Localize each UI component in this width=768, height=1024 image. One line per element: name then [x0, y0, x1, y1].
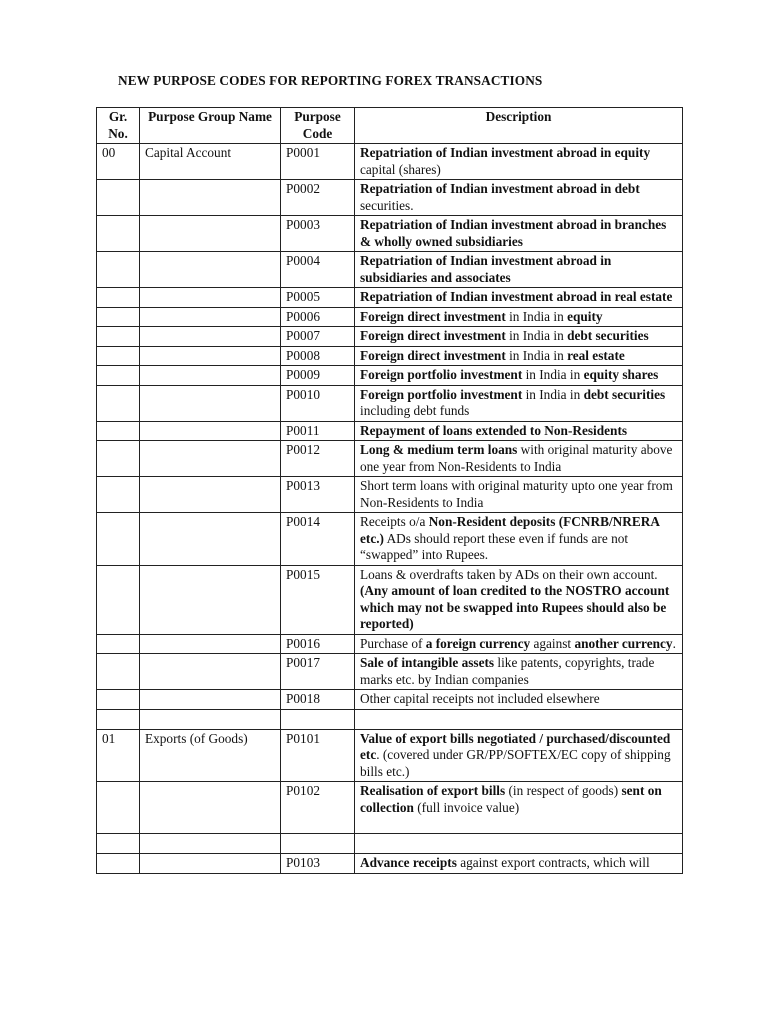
group-number-cell	[97, 441, 140, 477]
purpose-code-cell: P0102	[281, 782, 355, 834]
group-name-cell	[140, 634, 281, 654]
page-title: NEW PURPOSE CODES FOR REPORTING FOREX TRANSACTIONS	[118, 73, 543, 88]
group-name-cell	[140, 307, 281, 327]
empty-cell	[140, 834, 281, 854]
purpose-code-cell: P0002	[281, 180, 355, 216]
description-text: Repayment of loans extended to Non-Residents	[360, 422, 628, 438]
header-description: Description	[355, 108, 683, 144]
description-cell	[355, 216, 683, 252]
description-text: in India in	[505, 308, 568, 324]
description-cell	[355, 366, 683, 386]
table-row	[97, 477, 683, 513]
purpose-code-cell: P0001	[281, 144, 355, 180]
description-text: in India in	[505, 347, 568, 363]
table-row	[97, 513, 683, 566]
purpose-code-cell: P0013	[281, 477, 355, 513]
description-text: securities.	[360, 197, 414, 213]
table-row	[97, 216, 683, 252]
description-text: like patents, copyrights, trade marks etc. by Indian companies	[360, 655, 655, 687]
group-number-cell	[97, 634, 140, 654]
header-purpose-code: Purpose Code	[281, 108, 355, 144]
table-row	[97, 180, 683, 216]
table-row	[97, 441, 683, 477]
group-number-cell	[97, 307, 140, 327]
empty-cell	[281, 709, 355, 729]
purpose-codes-table	[96, 107, 683, 874]
empty-cell	[355, 709, 683, 729]
table-row	[97, 634, 683, 654]
purpose-code-cell: P0003	[281, 216, 355, 252]
description-cell	[355, 477, 683, 513]
description-text: Foreign direct investment	[360, 308, 506, 324]
empty-cell	[140, 709, 281, 729]
purpose-code-cell: P0007	[281, 327, 355, 347]
spacer-row	[97, 709, 683, 729]
header-group-name: Purpose Group Name	[140, 108, 281, 144]
group-number-cell	[97, 180, 140, 216]
description-text: equity shares	[583, 367, 659, 382]
description-cell	[355, 513, 683, 566]
group-number-cell	[97, 327, 140, 347]
group-name-cell	[140, 654, 281, 690]
description-text: Repatriation of Indian investment abroad in branches & wholly owned subsidiaries	[360, 217, 667, 249]
description-text: (in respect of goods)	[505, 783, 622, 798]
table-row	[97, 729, 683, 782]
group-name-cell	[140, 421, 281, 441]
description-text: with original maturity above one year from Non-Residents to India	[360, 442, 673, 474]
purpose-code-cell: P0103	[281, 854, 355, 874]
table-row	[97, 252, 683, 288]
description-text: Short term loans with original maturity upto one year from Non-Residents to India	[360, 478, 673, 510]
description-cell	[355, 690, 683, 710]
group-number-cell	[97, 565, 140, 634]
description-text: in India in	[522, 386, 584, 402]
group-name-cell	[140, 565, 281, 634]
description-text: debt securities	[567, 328, 649, 343]
group-number-cell	[97, 385, 140, 421]
group-number-cell	[97, 782, 140, 834]
purpose-code-cell: P0015	[281, 565, 355, 634]
table-row	[97, 782, 683, 834]
empty-cell	[97, 834, 140, 854]
group-name-cell	[140, 782, 281, 834]
description-text: Sale of intangible assets	[360, 655, 495, 670]
group-name-cell	[140, 385, 281, 421]
description-text: .	[672, 635, 676, 651]
table-row	[97, 346, 683, 366]
group-name-cell	[140, 180, 281, 216]
description-text: Repatriation of Indian investment abroad in equity	[360, 145, 651, 160]
table-row	[97, 327, 683, 347]
description-text: capital (shares)	[360, 161, 441, 177]
group-name-cell	[140, 441, 281, 477]
group-name-cell	[140, 366, 281, 386]
header-gr-no: Gr. No.	[97, 108, 140, 144]
purpose-code-cell: P0005	[281, 288, 355, 308]
description-text: Purchase of	[360, 635, 426, 651]
description-text: against export contracts, which will	[456, 855, 650, 870]
description-text: (Any amount of loan credited to the NOSTRO account which may not be swapped into Rupees should also be reported)	[360, 583, 670, 631]
group-number-cell	[97, 252, 140, 288]
description-text: (full invoice value)	[413, 799, 520, 815]
group-number-cell	[97, 366, 140, 386]
description-cell	[355, 385, 683, 421]
group-number-cell	[97, 654, 140, 690]
table-header-row	[97, 108, 683, 144]
description-text: Foreign portfolio investment	[360, 386, 523, 402]
description-cell	[355, 634, 683, 654]
description-cell	[355, 782, 683, 834]
description-cell	[355, 565, 683, 634]
group-number-cell	[97, 288, 140, 308]
group-name-cell: Capital Account	[140, 144, 281, 180]
description-cell	[355, 346, 683, 366]
group-name-cell	[140, 854, 281, 874]
description-text: Other capital receipts not included elsewhere	[360, 691, 600, 706]
purpose-code-cell: P0009	[281, 366, 355, 386]
description-cell	[355, 288, 683, 308]
group-number-cell: 01	[97, 729, 140, 782]
description-text: Non-Resident deposits (FCNRB/NRERA etc.)	[360, 514, 660, 546]
description-cell	[355, 421, 683, 441]
group-number-cell	[97, 513, 140, 566]
group-name-cell	[140, 513, 281, 566]
description-text: Long & medium term loans	[360, 442, 518, 457]
description-cell	[355, 252, 683, 288]
group-number-cell	[97, 477, 140, 513]
table-row	[97, 288, 683, 308]
description-cell	[355, 729, 683, 782]
description-text: . (covered under GR/PP/SOFTEX/EC copy of shipping bills etc.)	[360, 747, 671, 779]
description-text: equity	[567, 308, 603, 324]
table-row	[97, 421, 683, 441]
description-text: in India in	[522, 367, 584, 382]
description-text: Receipts o/a	[360, 514, 429, 529]
description-cell	[355, 441, 683, 477]
group-number-cell: 00	[97, 144, 140, 180]
description-text: Loans & overdrafts taken by ADs on their own account.	[360, 566, 658, 582]
description-cell	[355, 654, 683, 690]
description-text: real estate	[567, 347, 625, 363]
group-name-cell	[140, 690, 281, 710]
group-name-cell	[140, 327, 281, 347]
purpose-code-cell: P0012	[281, 441, 355, 477]
table-row	[97, 854, 683, 874]
purpose-code-cell: P0010	[281, 385, 355, 421]
description-cell	[355, 307, 683, 327]
group-name-cell	[140, 477, 281, 513]
purpose-code-cell: P0017	[281, 654, 355, 690]
description-text: ADs should report these even if funds are not “swapped” into Rupees.	[360, 530, 629, 562]
table-row	[97, 654, 683, 690]
description-text: in India in	[505, 328, 568, 343]
empty-cell	[355, 834, 683, 854]
description-cell	[355, 327, 683, 347]
table-row	[97, 366, 683, 386]
spacer-row	[97, 834, 683, 854]
description-text: Repatriation of Indian investment abroad in subsidiaries and associates	[360, 253, 612, 285]
table-row	[97, 690, 683, 710]
group-name-cell	[140, 288, 281, 308]
table-row	[97, 307, 683, 327]
purpose-code-cell: P0101	[281, 729, 355, 782]
group-name-cell	[140, 216, 281, 252]
group-number-cell	[97, 854, 140, 874]
description-text: against	[530, 635, 575, 651]
description-text: another currency	[574, 635, 673, 651]
description-text: sent on collection	[360, 783, 662, 815]
purpose-code-cell: P0006	[281, 307, 355, 327]
description-text: a foreign currency	[425, 635, 531, 651]
table-row	[97, 565, 683, 634]
group-number-cell	[97, 216, 140, 252]
empty-cell	[97, 709, 140, 729]
group-number-cell	[97, 421, 140, 441]
purpose-code-cell: P0004	[281, 252, 355, 288]
purpose-code-cell: P0014	[281, 513, 355, 566]
table-body	[97, 144, 683, 874]
description-text: Realisation of export bills	[360, 783, 506, 798]
table-row	[97, 144, 683, 180]
description-text: including debt funds	[360, 403, 470, 418]
purpose-code-cell: P0008	[281, 346, 355, 366]
group-number-cell	[97, 346, 140, 366]
description-text: Foreign portfolio investment	[360, 367, 523, 382]
description-text: Repatriation of Indian investment abroad in debt	[360, 181, 640, 196]
description-text: Foreign direct investment	[360, 347, 506, 363]
description-cell	[355, 180, 683, 216]
purpose-code-cell: P0018	[281, 690, 355, 710]
table-row	[97, 385, 683, 421]
description-text: Value of export bills negotiated / purchased/discounted etc	[360, 730, 671, 762]
purpose-code-cell: P0011	[281, 421, 355, 441]
purpose-code-cell: P0016	[281, 634, 355, 654]
description-cell	[355, 144, 683, 180]
description-cell	[355, 854, 683, 874]
empty-cell	[281, 834, 355, 854]
group-number-cell	[97, 690, 140, 710]
group-name-cell	[140, 346, 281, 366]
description-text: Repatriation of Indian investment abroad in real estate	[360, 289, 673, 304]
description-text: Foreign direct investment	[360, 328, 506, 343]
description-text: Advance receipts	[360, 855, 457, 870]
group-name-cell: Exports (of Goods)	[140, 729, 281, 782]
description-text: debt securities	[583, 386, 666, 402]
group-name-cell	[140, 252, 281, 288]
